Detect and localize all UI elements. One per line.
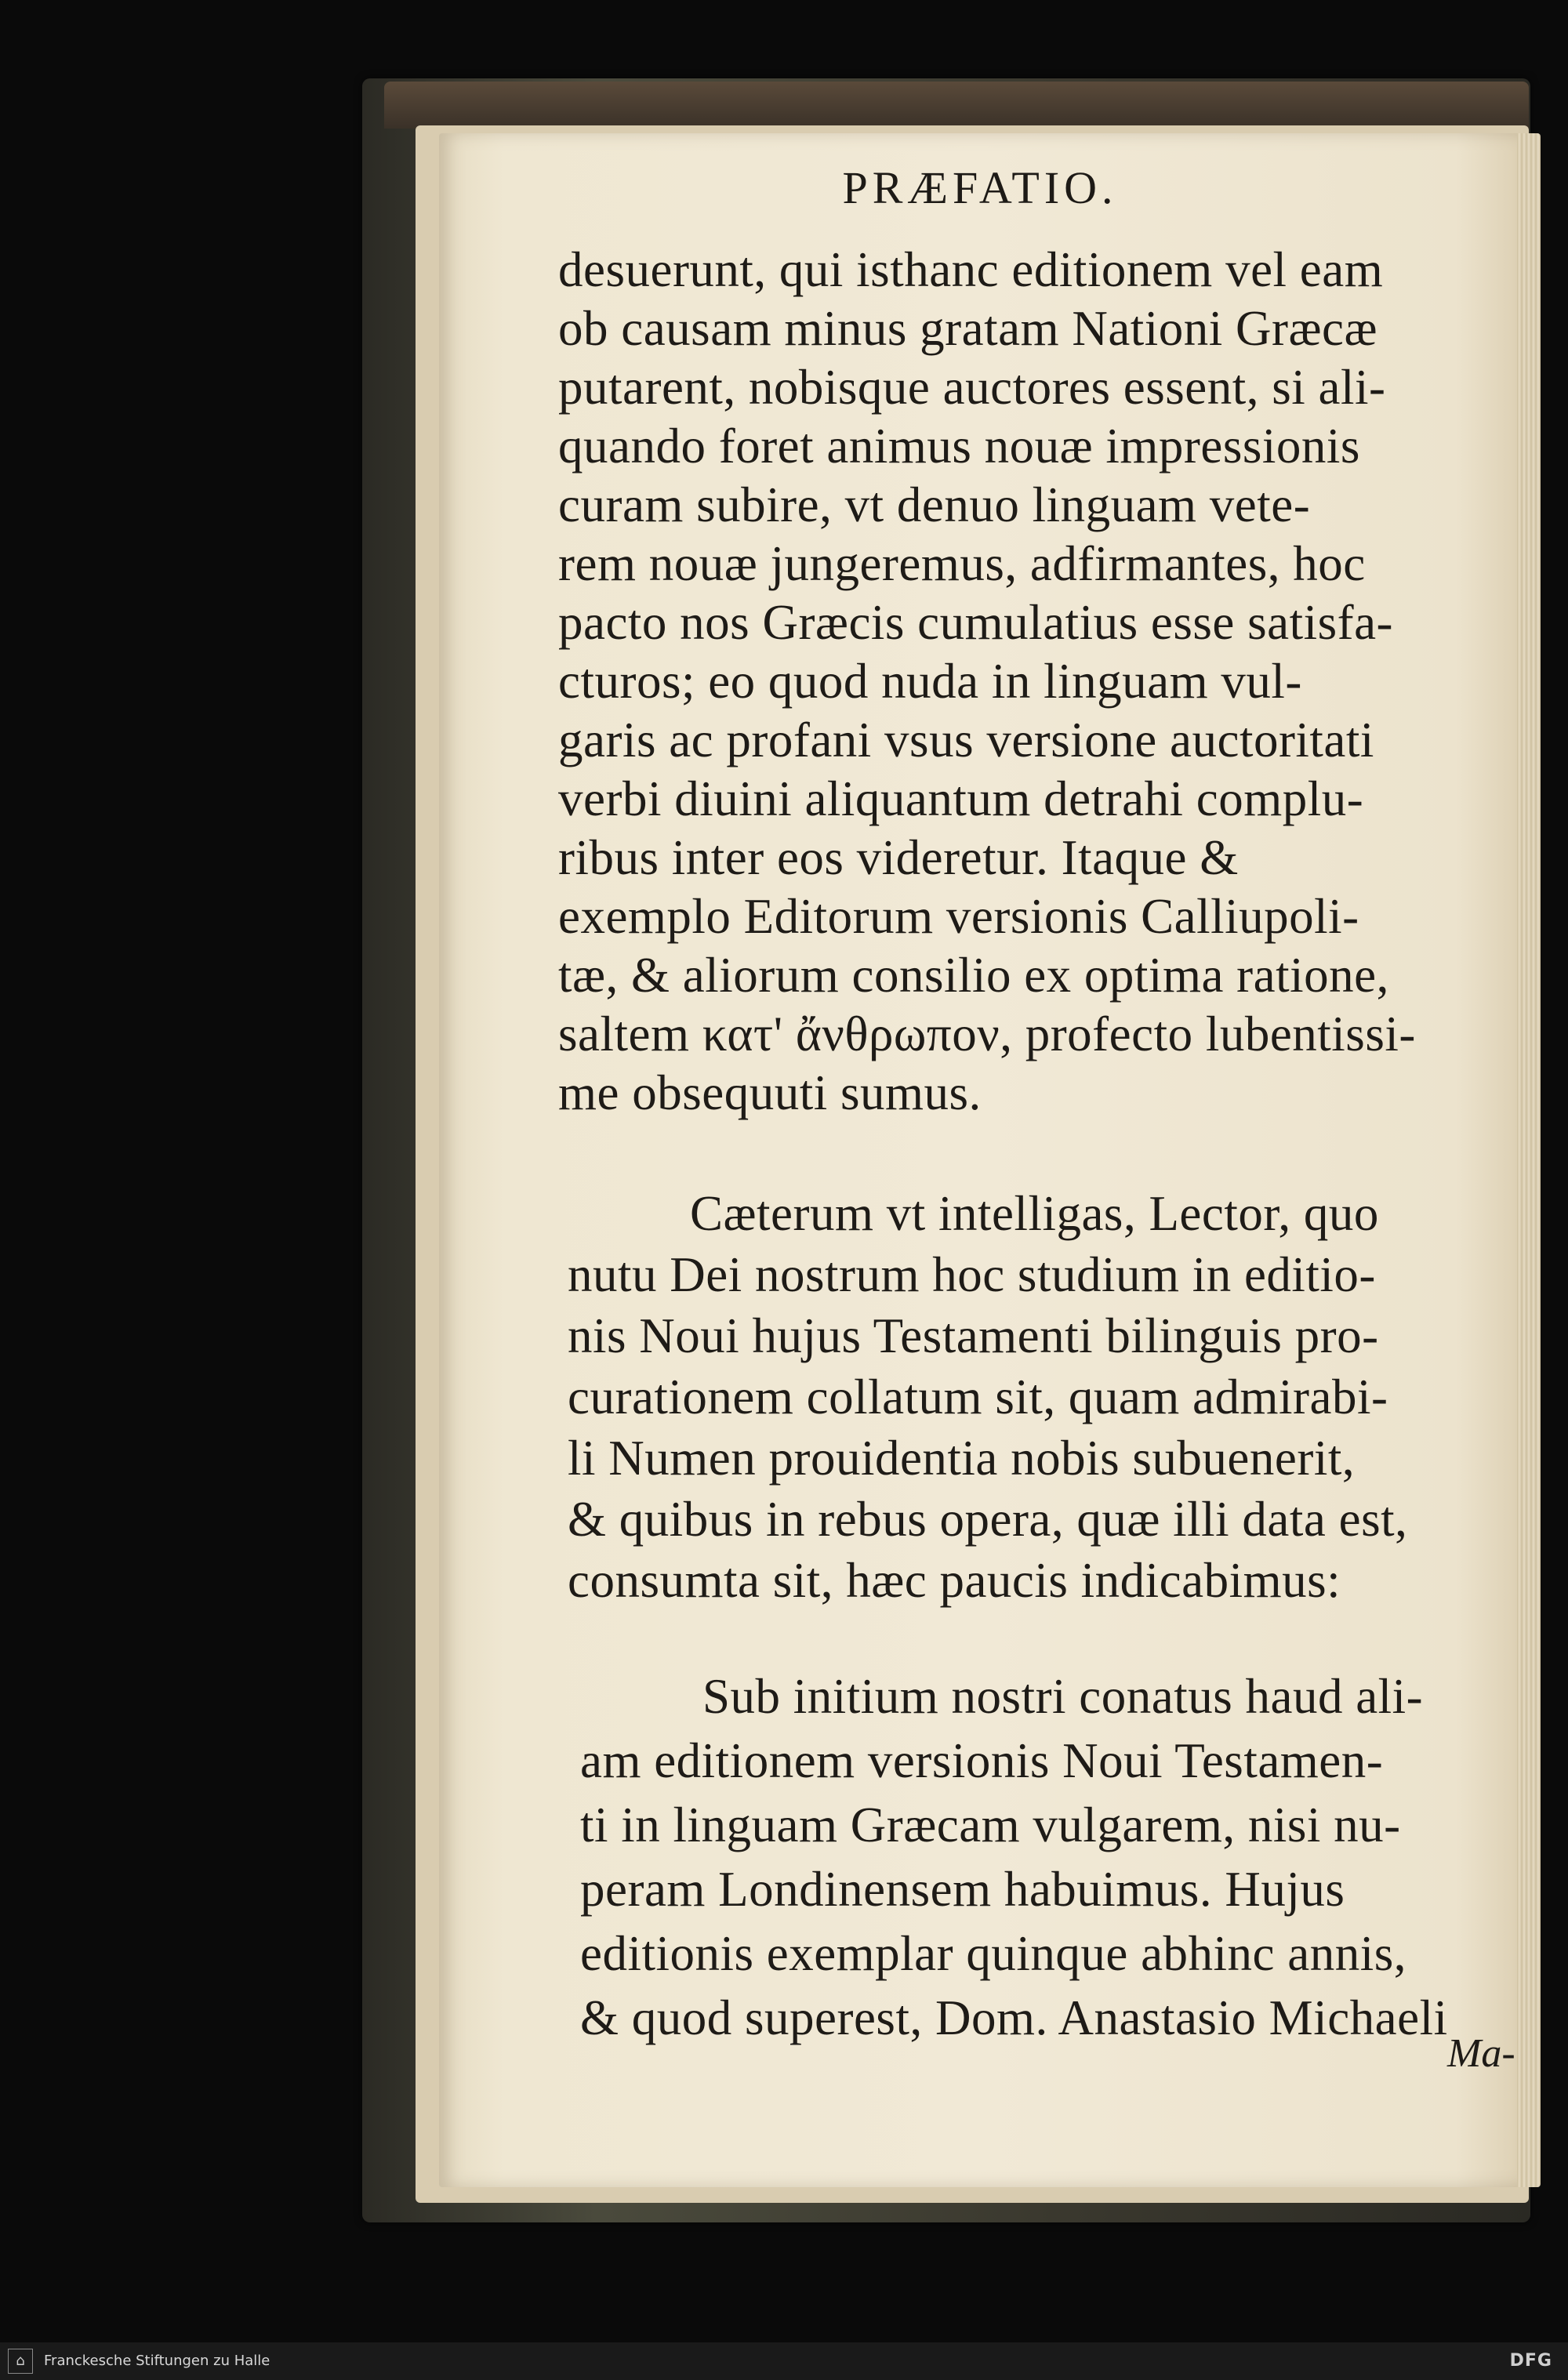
- text-line: ribus inter eos videretur. Itaque &: [558, 830, 1239, 885]
- text-line: ti in linguam Græcam vulgarem, nisi nu-: [580, 1798, 1401, 1852]
- text-line: & quibus in rebus opera, quæ illi data est,: [568, 1492, 1408, 1547]
- text-line: & quod superest, Dom. Anastasio Michaeli: [580, 1990, 1448, 2045]
- text-line: am editionem versionis Noui Testamen-: [580, 1733, 1384, 1788]
- institution-logo-icon: ⌂: [8, 2349, 33, 2374]
- text-line: verbi diuini aliquantum detrahi complu-: [558, 771, 1364, 826]
- footer-bar: [0, 2342, 1568, 2380]
- dfg-logo: DFG: [1509, 2351, 1552, 2371]
- text-line: Sub initium nostri conatus haud ali-: [702, 1669, 1424, 1724]
- text-line: curam subire, vt denuo linguam vete-: [558, 477, 1311, 532]
- text-line: me obsequuti sumus.: [558, 1065, 982, 1120]
- text-line: editionis exemplar quinque abhinc annis,: [580, 1926, 1406, 1981]
- text-line: nis Noui hujus Testamenti bilinguis pro-: [568, 1308, 1379, 1363]
- text-line: Cæterum vt intelligas, Lector, quo: [690, 1186, 1379, 1241]
- text-line: rem nouæ jungeremus, adfirmantes, hoc: [558, 536, 1366, 591]
- catchword: Ma-: [1447, 2031, 1515, 2076]
- text-line: pacto nos Græcis cumulatius esse satisfa-: [558, 595, 1394, 650]
- text-line: tæ, & aliorum consilio ex optima ratione,: [558, 948, 1389, 1003]
- text-line: curationem collatum sit, quam admirabi-: [568, 1370, 1388, 1424]
- text-line: exemplo Editorum versionis Calliupoli-: [558, 889, 1359, 944]
- text-line: desuerunt, qui isthanc editionem vel eam: [558, 242, 1384, 297]
- text-line: putarent, nobisque auctores essent, si ali-: [558, 360, 1386, 415]
- text-line: quando foret animus nouæ impressionis: [558, 419, 1360, 473]
- institution-name[interactable]: Franckesche Stiftungen zu Halle: [44, 2353, 270, 2369]
- text-line: consumta sit, hæc paucis indicabimus:: [568, 1553, 1341, 1608]
- text-line: cturos; eo quod nuda in linguam vul-: [558, 654, 1302, 709]
- text-line: peram Londinensem habuimus. Hujus: [580, 1862, 1345, 1917]
- text-line: saltem κατ' ἄνθρωπον, profecto lubentissi-: [558, 1007, 1416, 1061]
- text-line: li Numen prouidentia nobis subuenerit,: [568, 1431, 1356, 1486]
- text-line: ob causam minus gratam Nationi Græcæ: [558, 301, 1378, 356]
- text-line: nutu Dei nostrum hoc studium in editio-: [568, 1247, 1376, 1302]
- book-cover-top: [384, 82, 1529, 129]
- running-head: PRÆFATIO.: [842, 162, 1118, 213]
- page-edge: [1517, 133, 1541, 2187]
- text-line: garis ac profani vsus versione auctoritati: [558, 713, 1374, 767]
